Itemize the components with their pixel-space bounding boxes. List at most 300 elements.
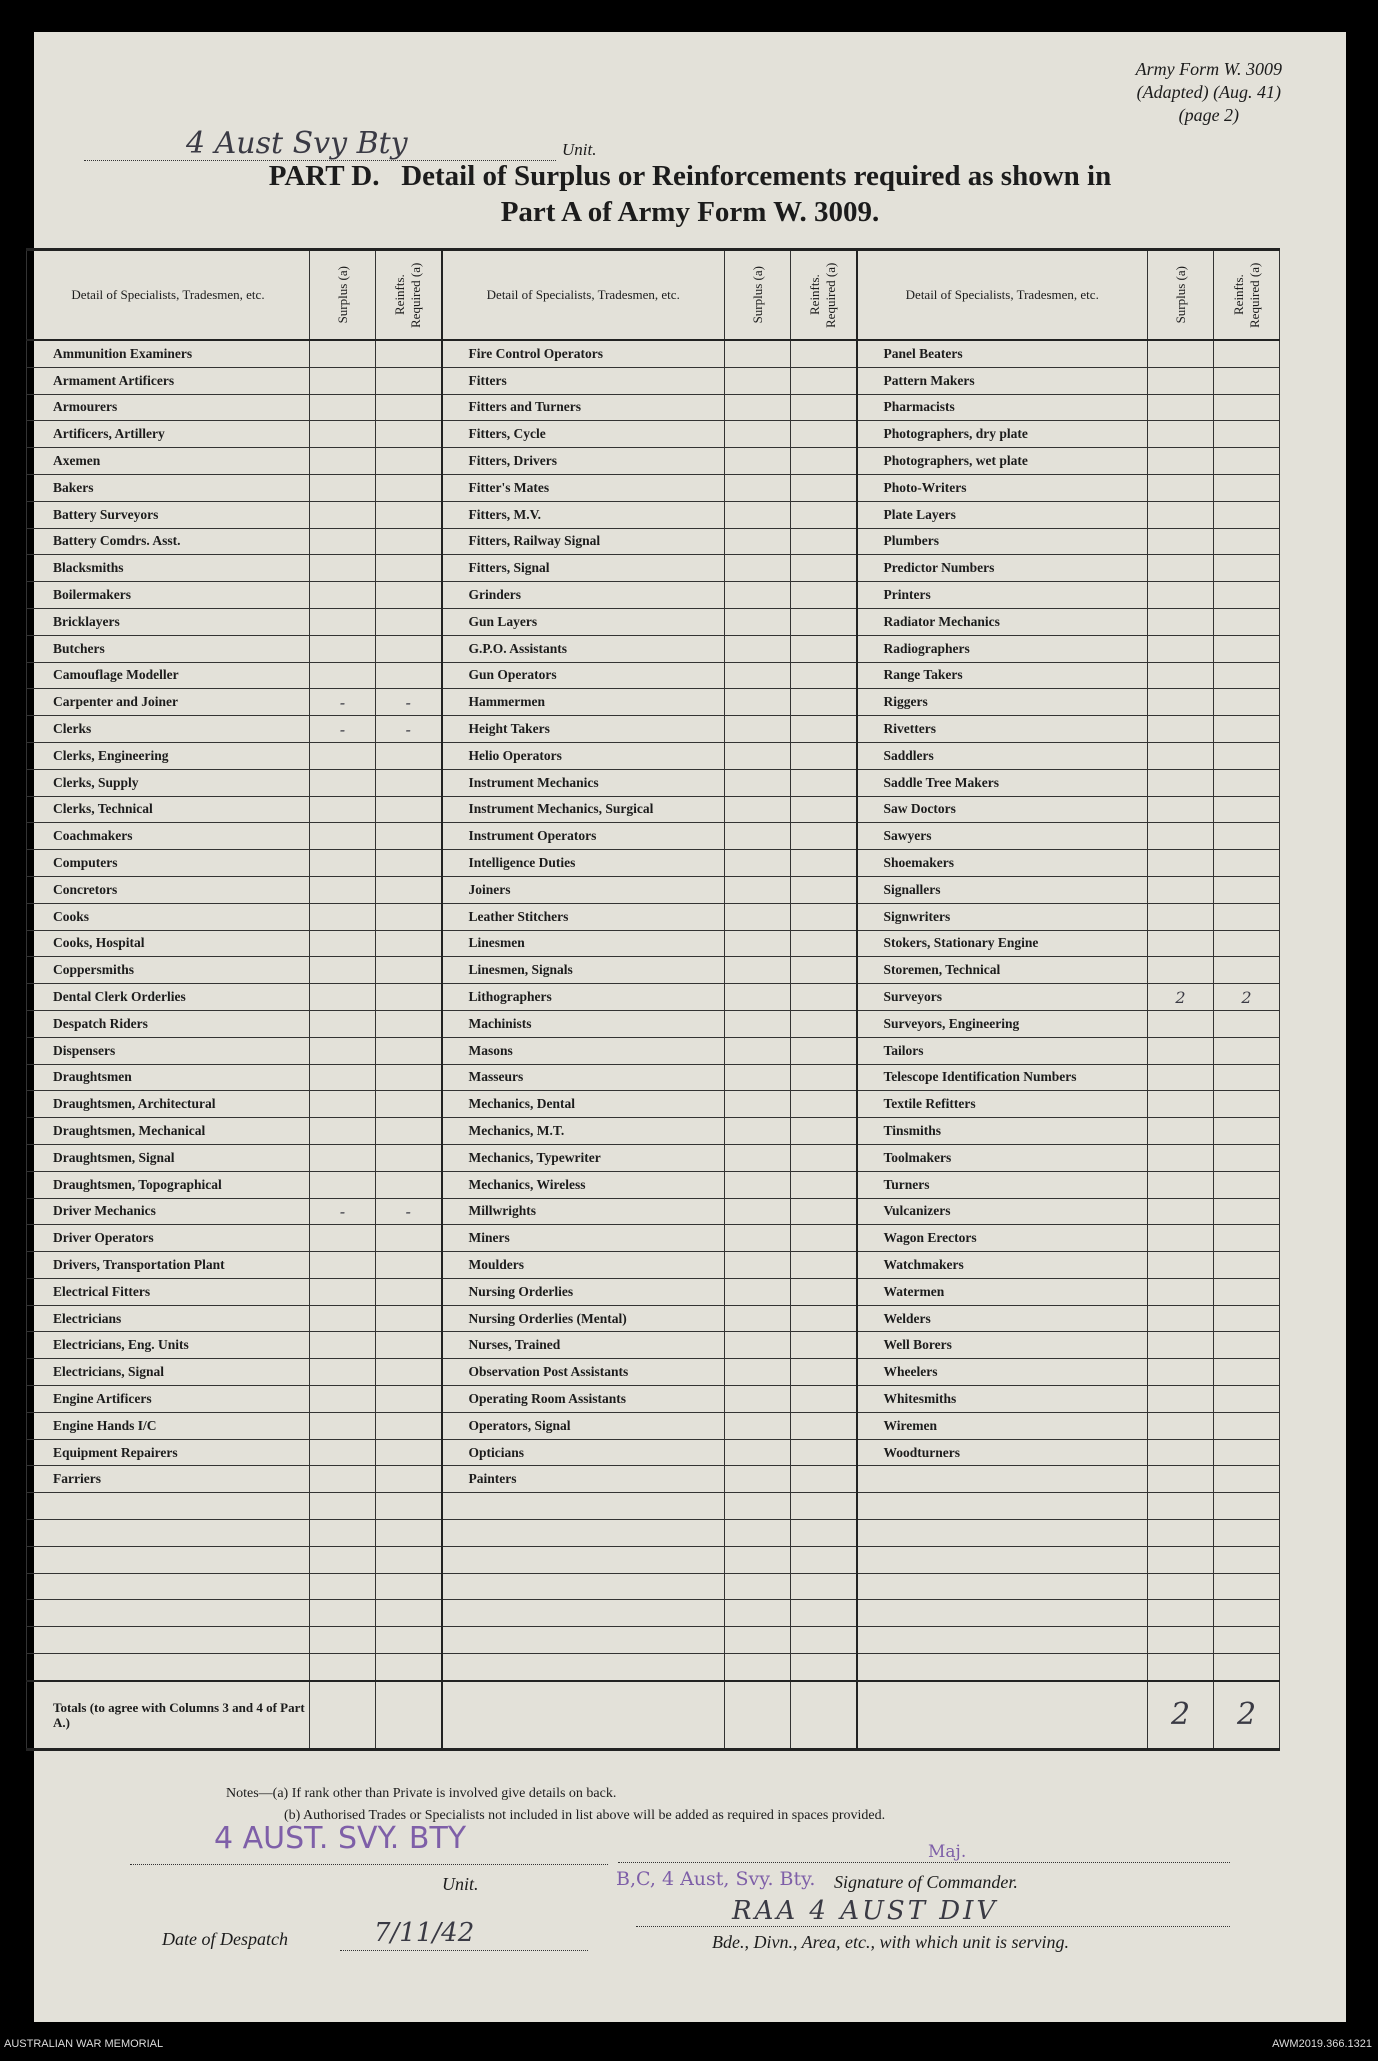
trade-name-cell: Miners — [442, 1225, 725, 1252]
trade-name-cell: Fitters and Turners — [442, 394, 725, 421]
reinfts-cell — [791, 796, 857, 823]
surplus-cell — [310, 1412, 376, 1439]
trade-name-cell: Welders — [857, 1305, 1148, 1332]
trade-name-cell: Armourers — [27, 394, 310, 421]
surplus-cell — [1148, 1600, 1214, 1627]
table-row — [27, 1412, 1280, 1439]
surplus-cell — [1148, 582, 1214, 609]
trade-name-cell: Instrument Mechanics — [442, 769, 725, 796]
surplus-cell — [725, 394, 791, 421]
surplus-cell — [1148, 930, 1214, 957]
table-row — [27, 823, 1280, 850]
reinfts-cell — [791, 1278, 857, 1305]
trade-name-cell: Printers — [857, 582, 1148, 609]
trade-name-cell: Coachmakers — [27, 823, 310, 850]
surplus-cell — [725, 876, 791, 903]
totals-reinfts-cell — [376, 1681, 442, 1750]
totals-surplus-cell — [725, 1681, 791, 1750]
surplus-cell — [725, 1091, 791, 1118]
trade-name-cell: Ammunition Examiners — [27, 340, 310, 367]
surplus-cell — [725, 1144, 791, 1171]
trade-name-cell: Driver Mechanics — [27, 1198, 310, 1225]
trade-name-cell: Nursing Orderlies (Mental) — [442, 1305, 725, 1332]
reinfts-cell — [1214, 1573, 1280, 1600]
header-reinfts-3: Reinfts. Required (a) — [1214, 250, 1280, 341]
surplus-cell — [1148, 448, 1214, 475]
trade-name-cell: Draughtsmen, Signal — [27, 1144, 310, 1171]
reinfts-cell — [376, 1386, 442, 1413]
surplus-cell — [1148, 1252, 1214, 1279]
surplus-cell — [725, 689, 791, 716]
reinfts-cell — [791, 1010, 857, 1037]
trade-name-cell: Signallers — [857, 876, 1148, 903]
table-row — [27, 662, 1280, 689]
surplus-cell — [1148, 421, 1214, 448]
reinfts-cell — [1214, 1037, 1280, 1064]
header-detail-2: Detail of Specialists, Tradesmen, etc. — [442, 250, 725, 341]
reinfts-cell — [376, 340, 442, 367]
trade-name-cell: Watermen — [857, 1278, 1148, 1305]
reinfts-cell — [791, 1600, 857, 1627]
surplus-cell — [725, 1520, 791, 1547]
trade-name-cell: Observation Post Assistants — [442, 1359, 725, 1386]
table-row — [27, 742, 1280, 769]
surplus-cell — [310, 448, 376, 475]
reinfts-cell — [376, 1359, 442, 1386]
surplus-cell — [725, 1118, 791, 1145]
reinfts-cell — [1214, 528, 1280, 555]
trade-name-cell: Linesmen — [442, 930, 725, 957]
totals-blank-cell — [442, 1681, 725, 1750]
header-surplus-1: Surplus (a) — [310, 250, 376, 341]
reinfts-cell — [376, 1225, 442, 1252]
table-row — [27, 903, 1280, 930]
trade-name-cell — [27, 1546, 310, 1573]
trade-name-cell — [857, 1520, 1148, 1547]
table-row — [27, 1171, 1280, 1198]
reinfts-cell — [1214, 1010, 1280, 1037]
surplus-cell — [1148, 1439, 1214, 1466]
trade-name-cell: Draughtsmen, Topographical — [27, 1171, 310, 1198]
reinfts-cell — [791, 769, 857, 796]
reinfts-cell — [376, 1600, 442, 1627]
reinfts-cell — [376, 1091, 442, 1118]
trade-name-cell: Turners — [857, 1171, 1148, 1198]
trade-name-cell: Panel Beaters — [857, 340, 1148, 367]
surplus-cell — [725, 1439, 791, 1466]
surplus-cell — [310, 474, 376, 501]
trade-name-cell — [857, 1627, 1148, 1654]
reinfts-cell — [376, 501, 442, 528]
surplus-cell — [725, 1386, 791, 1413]
table-row — [27, 689, 1280, 716]
reinfts-cell — [1214, 394, 1280, 421]
header-reinfts-1: Reinfts. Required (a) — [376, 250, 442, 341]
note-a: Notes—(a) If rank other than Private is involved give details on back. — [226, 1786, 617, 1801]
trade-name-cell: Butchers — [27, 635, 310, 662]
reinfts-cell — [1214, 555, 1280, 582]
trade-name-cell: Moulders — [442, 1252, 725, 1279]
surplus-cell — [1148, 635, 1214, 662]
reinfts-cell — [376, 1520, 442, 1547]
title-line-1: PART D. Detail of Surplus or Reinforcements required as shown in — [268, 160, 1112, 192]
trade-name-cell: Toolmakers — [857, 1144, 1148, 1171]
surplus-cell — [1148, 1520, 1214, 1547]
trade-name-cell: Instrument Operators — [442, 823, 725, 850]
surplus-cell — [1148, 1225, 1214, 1252]
bde-handwritten: RAA 4 AUST DIV — [732, 1896, 999, 1926]
trade-name-cell: Saddle Tree Makers — [857, 769, 1148, 796]
surplus-cell — [725, 850, 791, 877]
trade-name-cell: Tailors — [857, 1037, 1148, 1064]
trade-name-cell: Hammermen — [442, 689, 725, 716]
trade-name-cell: Woodturners — [857, 1439, 1148, 1466]
trade-name-cell: Driver Operators — [27, 1225, 310, 1252]
trade-name-cell: Signwriters — [857, 903, 1148, 930]
surplus-cell — [725, 1305, 791, 1332]
reinfts-cell — [376, 1064, 442, 1091]
trade-name-cell: Textile Refitters — [857, 1091, 1148, 1118]
reinfts-cell — [791, 930, 857, 957]
reinfts-cell — [1214, 635, 1280, 662]
surplus-cell — [310, 501, 376, 528]
reinfts-cell — [791, 1171, 857, 1198]
table-row — [27, 1573, 1280, 1600]
unit-stamp: 4 AUST. SVY. BTY — [214, 1821, 467, 1856]
table-row — [27, 340, 1280, 367]
trade-name-cell: Concretors — [27, 876, 310, 903]
trade-name-cell — [27, 1573, 310, 1600]
surplus-cell — [1148, 474, 1214, 501]
header-detail-1: Detail of Specialists, Tradesmen, etc. — [27, 250, 310, 341]
surplus-cell — [1148, 1198, 1214, 1225]
reinfts-cell — [376, 1439, 442, 1466]
table-row — [27, 1037, 1280, 1064]
table-row — [27, 1546, 1280, 1573]
trade-name-cell: Saddlers — [857, 742, 1148, 769]
reinfts-cell — [791, 716, 857, 743]
trade-name-cell: Telescope Identification Numbers — [857, 1064, 1148, 1091]
reinfts-cell — [376, 474, 442, 501]
surplus-cell — [1148, 1091, 1214, 1118]
trade-name-cell: Watchmakers — [857, 1252, 1148, 1279]
surplus-cell — [1148, 555, 1214, 582]
reinfts-cell — [376, 1493, 442, 1520]
surplus-cell — [310, 1118, 376, 1145]
surplus-cell — [1148, 957, 1214, 984]
surplus-cell — [310, 984, 376, 1011]
reinfts-cell — [1214, 769, 1280, 796]
trade-name-cell: Mechanics, Typewriter — [442, 1144, 725, 1171]
trade-name-cell: Sawyers — [857, 823, 1148, 850]
reinfts-cell — [1214, 662, 1280, 689]
signature-rank: Maj. — [928, 1842, 967, 1862]
reinfts-cell — [791, 528, 857, 555]
trade-name-cell: Camouflage Modeller — [27, 662, 310, 689]
reinfts-cell — [376, 1144, 442, 1171]
page-title — [34, 158, 1346, 230]
reinfts-cell — [791, 582, 857, 609]
header-detail-3: Detail of Specialists, Tradesmen, etc. — [857, 250, 1148, 341]
surplus-cell — [1148, 1386, 1214, 1413]
title-line-2: Part A of Army Form W. 3009. — [500, 196, 880, 228]
reinfts-cell — [1214, 1118, 1280, 1145]
trade-name-cell: Equipment Repairers — [27, 1439, 310, 1466]
trade-name-cell: Surveyors, Engineering — [857, 1010, 1148, 1037]
trade-name-cell: Photographers, wet plate — [857, 448, 1148, 475]
trade-name-cell: Riggers — [857, 689, 1148, 716]
surplus-cell — [1148, 1493, 1214, 1520]
table-row — [27, 1064, 1280, 1091]
trade-name-cell: Artificers, Artillery — [27, 421, 310, 448]
reinfts-cell — [376, 903, 442, 930]
reinfts-cell — [1214, 1064, 1280, 1091]
table-row — [27, 1654, 1280, 1681]
header-surplus-3: Surplus (a) — [1148, 250, 1214, 341]
trade-name-cell: Storemen, Technical — [857, 957, 1148, 984]
trade-name-cell — [442, 1520, 725, 1547]
trade-name-cell: Leather Stitchers — [442, 903, 725, 930]
trade-name-cell: Clerks, Technical — [27, 796, 310, 823]
trade-name-cell: Battery Comdrs. Asst. — [27, 528, 310, 555]
reinfts-cell — [791, 850, 857, 877]
reinfts-cell — [1214, 1546, 1280, 1573]
reinfts-cell — [376, 796, 442, 823]
trade-name-cell: Stokers, Stationary Engine — [857, 930, 1148, 957]
trade-name-cell: Wheelers — [857, 1359, 1148, 1386]
trade-name-cell: Carpenter and Joiner — [27, 689, 310, 716]
trade-name-cell — [857, 1466, 1148, 1493]
reinfts-cell — [376, 1118, 442, 1145]
trade-name-cell: Machinists — [442, 1010, 725, 1037]
surplus-cell — [725, 1037, 791, 1064]
surplus-cell — [1148, 1305, 1214, 1332]
trade-name-cell — [27, 1520, 310, 1547]
surplus-cell — [725, 340, 791, 367]
reinfts-cell — [1214, 1091, 1280, 1118]
reinfts-cell — [1214, 1225, 1280, 1252]
surplus-cell — [1148, 1064, 1214, 1091]
trade-name-cell: Linesmen, Signals — [442, 957, 725, 984]
reinfts-cell — [791, 1332, 857, 1359]
reinfts-cell — [791, 555, 857, 582]
totals-surplus-cell: 2 — [1148, 1681, 1214, 1750]
reinfts-cell — [1214, 448, 1280, 475]
trade-name-cell: Well Borers — [857, 1332, 1148, 1359]
reinfts-cell — [791, 1118, 857, 1145]
surplus-cell — [310, 1573, 376, 1600]
trade-name-cell — [442, 1654, 725, 1681]
reinfts-cell — [1214, 1171, 1280, 1198]
totals-reinfts-cell — [791, 1681, 857, 1750]
signature-stamp: B,C, 4 Aust, Svy. Bty. — [616, 1868, 816, 1890]
table-row — [27, 1144, 1280, 1171]
surplus-cell — [310, 1600, 376, 1627]
reinfts-cell: - — [376, 1198, 442, 1225]
surplus-cell — [725, 555, 791, 582]
table-row — [27, 1118, 1280, 1145]
trade-name-cell — [442, 1546, 725, 1573]
trade-name-cell: Fitters, Drivers — [442, 448, 725, 475]
reinfts-cell — [791, 1359, 857, 1386]
reinfts-cell — [1214, 367, 1280, 394]
surplus-cell — [1148, 528, 1214, 555]
surplus-cell — [310, 582, 376, 609]
reinfts-cell — [791, 1144, 857, 1171]
trade-name-cell: Mechanics, Dental — [442, 1091, 725, 1118]
surplus-cell — [1148, 367, 1214, 394]
reinfts-cell — [1214, 1520, 1280, 1547]
surplus-cell — [1148, 501, 1214, 528]
trade-name-cell: Opticians — [442, 1439, 725, 1466]
table-row — [27, 582, 1280, 609]
header-reinfts-2: Reinfts. Required (a) — [791, 250, 857, 341]
trade-name-cell: Fitters, Cycle — [442, 421, 725, 448]
surplus-cell — [310, 1627, 376, 1654]
reinfts-cell — [1214, 1386, 1280, 1413]
surplus-cell — [310, 903, 376, 930]
surplus-cell — [725, 1412, 791, 1439]
table-row — [27, 474, 1280, 501]
surplus-cell — [725, 1359, 791, 1386]
surplus-cell — [725, 1546, 791, 1573]
trade-name-cell: Grinders — [442, 582, 725, 609]
table-row — [27, 1466, 1280, 1493]
reinfts-cell — [791, 689, 857, 716]
trade-name-cell: Lithographers — [442, 984, 725, 1011]
surplus-cell — [310, 823, 376, 850]
specialists-table — [26, 248, 1280, 1751]
reinfts-cell — [376, 1252, 442, 1279]
trade-name-cell: Despatch Riders — [27, 1010, 310, 1037]
reinfts-cell — [376, 1573, 442, 1600]
trade-name-cell — [442, 1600, 725, 1627]
reinfts-cell — [1214, 1627, 1280, 1654]
trade-name-cell: Mechanics, Wireless — [442, 1171, 725, 1198]
surplus-cell — [1148, 1627, 1214, 1654]
reinfts-cell — [376, 1278, 442, 1305]
surplus-cell — [1148, 1171, 1214, 1198]
reinfts-cell — [376, 635, 442, 662]
surplus-cell — [310, 394, 376, 421]
surplus-cell — [310, 1332, 376, 1359]
trade-name-cell — [857, 1573, 1148, 1600]
trade-name-cell: Joiners — [442, 876, 725, 903]
reinfts-cell — [791, 394, 857, 421]
reinfts-cell — [791, 1064, 857, 1091]
form-reference — [1136, 58, 1282, 127]
trade-name-cell: Photographers, dry plate — [857, 421, 1148, 448]
trade-name-cell: Photo-Writers — [857, 474, 1148, 501]
reinfts-cell — [791, 984, 857, 1011]
reinfts-cell — [1214, 582, 1280, 609]
trade-name-cell: Computers — [27, 850, 310, 877]
trade-name-cell: Fitters — [442, 367, 725, 394]
reinfts-cell — [1214, 1332, 1280, 1359]
bde-label: Bde., Divn., Area, etc., with which unit is serving. — [712, 1932, 1069, 1952]
surplus-cell — [725, 1573, 791, 1600]
reinfts-cell — [791, 448, 857, 475]
reinfts-cell — [791, 1386, 857, 1413]
reinfts-cell — [1214, 1305, 1280, 1332]
trade-name-cell: Armament Artificers — [27, 367, 310, 394]
trade-name-cell — [27, 1493, 310, 1520]
reinfts-cell — [1214, 1252, 1280, 1279]
surplus-cell — [310, 1654, 376, 1681]
trade-name-cell: Drivers, Transportation Plant — [27, 1252, 310, 1279]
reinfts-cell — [791, 1627, 857, 1654]
reinfts-cell — [1214, 1144, 1280, 1171]
trade-name-cell: Dispensers — [27, 1037, 310, 1064]
surplus-cell — [1148, 823, 1214, 850]
table-row — [27, 796, 1280, 823]
reinfts-cell — [376, 930, 442, 957]
credit-left: AUSTRALIAN WAR MEMORIAL — [4, 2038, 164, 2050]
trade-name-cell: Clerks, Supply — [27, 769, 310, 796]
surplus-cell — [725, 421, 791, 448]
trade-name-cell: Draughtsmen — [27, 1064, 310, 1091]
surplus-cell — [310, 1010, 376, 1037]
surplus-cell: - — [310, 716, 376, 743]
trade-name-cell — [27, 1627, 310, 1654]
surplus-cell — [725, 957, 791, 984]
surplus-cell — [1148, 716, 1214, 743]
table-row — [27, 1278, 1280, 1305]
signature-dotted-line — [618, 1840, 1230, 1863]
reinfts-cell — [376, 1171, 442, 1198]
reinfts-cell: - — [376, 689, 442, 716]
trade-name-cell: Engine Artificers — [27, 1386, 310, 1413]
surplus-cell — [310, 742, 376, 769]
surplus-cell — [725, 608, 791, 635]
trade-name-cell: Whitesmiths — [857, 1386, 1148, 1413]
reinfts-cell — [376, 769, 442, 796]
reinfts-cell — [1214, 716, 1280, 743]
surplus-cell — [310, 930, 376, 957]
surplus-cell — [725, 582, 791, 609]
totals-row — [27, 1681, 1280, 1750]
trade-name-cell: Gun Layers — [442, 608, 725, 635]
reinfts-cell — [376, 742, 442, 769]
reinfts-cell — [376, 555, 442, 582]
surplus-cell — [725, 1278, 791, 1305]
surplus-cell — [725, 930, 791, 957]
header-surplus-2: Surplus (a) — [725, 250, 791, 341]
table-row — [27, 957, 1280, 984]
trade-name-cell: Mechanics, M.T. — [442, 1118, 725, 1145]
surplus-cell — [1148, 1037, 1214, 1064]
surplus-cell — [725, 984, 791, 1011]
trade-name-cell: Electricians, Eng. Units — [27, 1332, 310, 1359]
reinfts-cell — [791, 742, 857, 769]
reinfts-cell — [1214, 1493, 1280, 1520]
table-row — [27, 850, 1280, 877]
surplus-cell — [310, 1546, 376, 1573]
reinfts-cell — [376, 608, 442, 635]
reinfts-cell — [376, 876, 442, 903]
trade-name-cell: Masseurs — [442, 1064, 725, 1091]
reinfts-cell — [1214, 608, 1280, 635]
reinfts-cell — [376, 957, 442, 984]
surplus-cell — [725, 1627, 791, 1654]
trade-name-cell — [857, 1654, 1148, 1681]
trade-name-cell: Pattern Makers — [857, 367, 1148, 394]
surplus-cell — [725, 1010, 791, 1037]
trade-name-cell: Predictor Numbers — [857, 555, 1148, 582]
reinfts-cell — [791, 501, 857, 528]
reinfts-cell — [1214, 1359, 1280, 1386]
reinfts-cell — [376, 582, 442, 609]
